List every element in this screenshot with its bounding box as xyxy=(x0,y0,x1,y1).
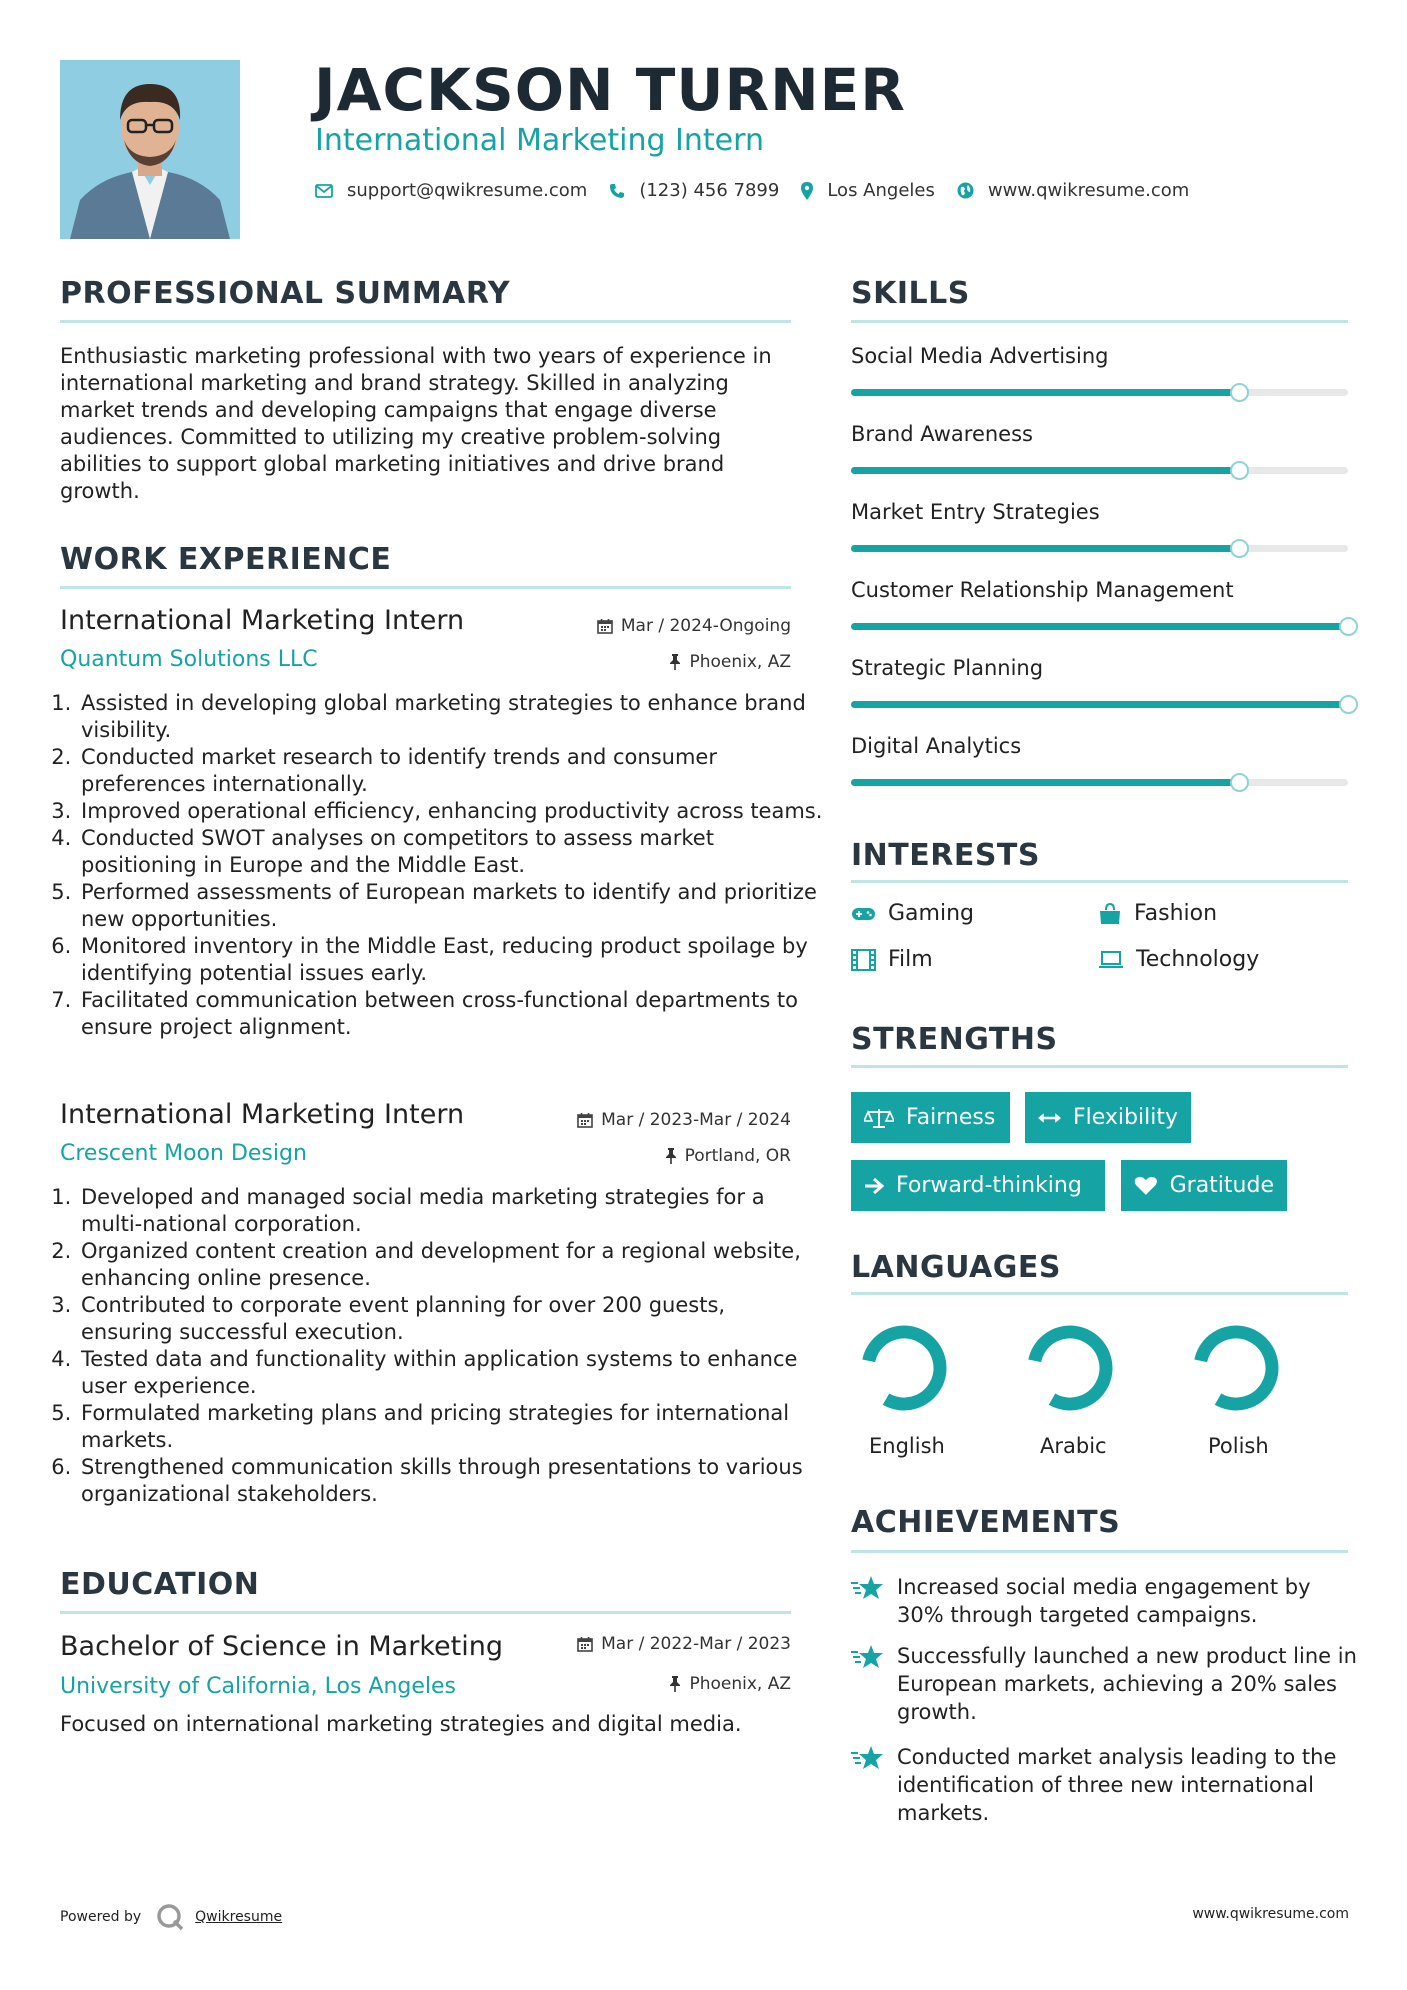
list-item: 1. Assisted in developing global marketing strategies to enhance brand visibility. xyxy=(78,690,823,744)
qwikresume-logo-icon xyxy=(155,1902,185,1932)
achievement-text: Conducted market analysis leading to the identification of three new international markets. xyxy=(897,1745,1337,1825)
calendar-icon xyxy=(577,1112,593,1128)
skill-bar xyxy=(851,779,1348,786)
language-name: Polish xyxy=(1208,1434,1269,1458)
language-name: Arabic xyxy=(1040,1434,1107,1458)
languages-heading: LANGUAGES xyxy=(851,1250,1061,1285)
calendar-icon xyxy=(597,618,613,634)
candidate-name: JACKSON TURNER xyxy=(314,56,906,124)
achievement-item xyxy=(851,1573,1361,1629)
job-dates xyxy=(597,616,791,636)
skill-bar-fill xyxy=(851,389,1239,396)
film-icon xyxy=(851,949,876,971)
contact-bar xyxy=(315,180,1211,201)
balance-scale-icon xyxy=(864,1107,894,1129)
interest-label: Technology xyxy=(1136,947,1260,972)
job-location xyxy=(665,1146,791,1166)
avatar xyxy=(60,60,240,239)
language-gauge xyxy=(854,1318,954,1418)
job-location-text: Phoenix, AZ xyxy=(689,652,791,672)
education-location xyxy=(669,1674,791,1694)
interests-heading: INTERESTS xyxy=(851,838,1040,873)
job-title: International Marketing Intern xyxy=(60,1099,465,1130)
interests-divider xyxy=(851,880,1348,883)
skill-bar-knob xyxy=(1339,617,1358,636)
calendar-icon xyxy=(577,1636,593,1652)
school-name: University of California, Los Angeles xyxy=(60,1674,457,1699)
arrow-right-icon xyxy=(864,1177,884,1195)
arrows-horizontal-icon xyxy=(1038,1111,1061,1125)
interest-item xyxy=(1098,901,1217,926)
gamepad-icon xyxy=(851,906,876,922)
list-item: 6. Monitored inventory in the Middle East, reducing product spoilage by identifying potential issues early. xyxy=(78,933,823,987)
location-text: Los Angeles xyxy=(827,180,935,201)
language-gauge xyxy=(1186,1318,1286,1418)
list-item: 6. Strengthened communication skills through presentations to various organizational stakeholders. xyxy=(78,1454,823,1508)
list-item: 1. Developed and managed social media marketing strategies for a multi-national corporation. xyxy=(78,1184,823,1238)
pushpin-icon xyxy=(669,1676,681,1692)
contact-email[interactable] xyxy=(315,180,587,201)
skills-heading: SKILLS xyxy=(851,276,970,311)
job-dates-text: Mar / 2024-Ongoing xyxy=(620,616,791,636)
skill-name: Brand Awareness xyxy=(851,422,1033,446)
qwikresume-link[interactable]: Qwikresume xyxy=(195,1909,283,1925)
skill-bar xyxy=(851,467,1348,474)
education-heading: EDUCATION xyxy=(60,1567,260,1602)
education-description: Focused on international marketing strategies and digital media. xyxy=(60,1712,742,1736)
job-location-text: Portland, OR xyxy=(684,1146,791,1166)
degree-title: Bachelor of Science in Marketing xyxy=(60,1631,503,1662)
strength-tag xyxy=(1121,1160,1287,1211)
list-item: 2. Organized content creation and development for a regional website, enhancing online presence. xyxy=(78,1238,823,1292)
list-item: 7. Facilitated communication between cross-functional departments to ensure project alignment. xyxy=(78,987,823,1041)
job-bullets xyxy=(53,690,823,1041)
summary-heading: PROFESSIONAL SUMMARY xyxy=(60,276,511,311)
list-item: 3. Improved operational efficiency, enhancing productivity across teams. xyxy=(78,798,823,825)
skill-bar-knob xyxy=(1339,695,1358,714)
company-name: Crescent Moon Design xyxy=(60,1141,307,1166)
job-location xyxy=(669,652,791,672)
interest-item xyxy=(851,947,933,972)
interest-item xyxy=(851,901,974,926)
pushpin-icon xyxy=(665,1148,677,1164)
phone-icon xyxy=(609,183,625,199)
skill-bar xyxy=(851,545,1348,552)
list-item: 4. Conducted SWOT analyses on competitors to assess market positioning in Europe and the Middle East. xyxy=(78,825,823,879)
skills-divider xyxy=(851,320,1348,323)
list-item: 4. Tested data and functionality within application systems to enhance user experience. xyxy=(78,1346,823,1400)
strength-label: Forward-thinking xyxy=(896,1173,1082,1198)
contact-phone[interactable] xyxy=(609,180,779,201)
list-item: 3. Contributed to corporate event planning for over 200 guests, ensuring successful execution. xyxy=(78,1292,823,1346)
skill-bar-fill xyxy=(851,779,1239,786)
map-pin-icon xyxy=(801,182,813,200)
profile-photo xyxy=(60,60,240,239)
contact-location xyxy=(801,180,935,201)
strength-label: Gratitude xyxy=(1169,1173,1274,1198)
summary-text: Enthusiastic marketing professional with two years of experience in international marketing and brand strategy. Skilled in analyzing market trends and developing campaigns that engage diverse audiences. Committed to utilizing my creative problem-solving abilities to support global marketing initiatives and drive brand growth. xyxy=(60,344,772,503)
achievement-item xyxy=(851,1642,1361,1726)
gauge-arc xyxy=(855,1319,953,1417)
skill-name: Customer Relationship Management xyxy=(851,578,1234,602)
strengths-divider xyxy=(851,1065,1348,1068)
pushpin-icon xyxy=(669,654,681,670)
experience-divider xyxy=(60,586,791,589)
skill-name: Social Media Advertising xyxy=(851,344,1109,368)
interest-label: Gaming xyxy=(888,901,974,926)
laptop-icon xyxy=(1098,950,1124,970)
list-item: 2. Conducted market research to identify trends and consumer preferences internationally. xyxy=(78,744,823,798)
gauge-arc xyxy=(1187,1319,1285,1417)
summary-divider xyxy=(60,320,791,323)
education-dates-text: Mar / 2022-Mar / 2023 xyxy=(601,1634,791,1654)
skill-bar-knob xyxy=(1230,383,1249,402)
education-dates xyxy=(577,1634,791,1654)
language-name: English xyxy=(869,1434,945,1458)
skill-name: Strategic Planning xyxy=(851,656,1044,680)
achievement-text: Increased social media engagement by 30% through targeted campaigns. xyxy=(897,1575,1311,1627)
star-badge-icon xyxy=(851,1643,885,1671)
strengths-heading: STRENGTHS xyxy=(851,1022,1058,1057)
strength-tag xyxy=(851,1160,1105,1211)
strength-label: Fairness xyxy=(906,1105,996,1130)
skill-bar-knob xyxy=(1230,539,1249,558)
candidate-title: International Marketing Intern xyxy=(315,123,764,158)
interest-label: Film xyxy=(888,947,933,972)
achievements-heading: ACHIEVEMENTS xyxy=(851,1505,1121,1540)
skill-bar-knob xyxy=(1230,773,1249,792)
skill-bar xyxy=(851,623,1348,630)
language-gauge xyxy=(1020,1318,1120,1418)
achievement-text: Successfully launched a new product line in European markets, achieving a 20% sales growth. xyxy=(897,1644,1357,1724)
company-name: Quantum Solutions LLC xyxy=(60,647,318,672)
interest-item xyxy=(1098,947,1259,972)
skill-bar-fill xyxy=(851,545,1239,552)
job-dates-text: Mar / 2023-Mar / 2024 xyxy=(601,1110,791,1130)
interest-label: Fashion xyxy=(1134,901,1218,926)
website-text: www.qwikresume.com xyxy=(987,180,1190,201)
achievement-item xyxy=(851,1743,1361,1827)
list-item: 5. Formulated marketing plans and pricing strategies for international markets. xyxy=(78,1400,823,1454)
envelope-icon xyxy=(315,184,333,198)
contact-website[interactable] xyxy=(957,180,1189,201)
shopping-bag-icon xyxy=(1098,903,1122,925)
skill-bar xyxy=(851,389,1348,396)
experience-heading: WORK EXPERIENCE xyxy=(60,542,392,577)
job-title: International Marketing Intern xyxy=(60,605,465,636)
heart-icon xyxy=(1134,1176,1158,1196)
job-dates xyxy=(577,1110,791,1130)
star-badge-icon xyxy=(851,1574,885,1602)
strength-tag xyxy=(851,1092,1010,1143)
skill-name: Market Entry Strategies xyxy=(851,500,1100,524)
skill-bar-fill xyxy=(851,623,1348,630)
strength-label: Flexibility xyxy=(1073,1105,1178,1130)
email-text: support@qwikresume.com xyxy=(347,180,588,201)
education-divider xyxy=(60,1611,791,1614)
list-item: 5. Performed assessments of European markets to identify and prioritize new opportunities. xyxy=(78,879,823,933)
skill-bar xyxy=(851,701,1348,708)
phone-text: (123) 456 7899 xyxy=(639,180,780,201)
strength-tag xyxy=(1025,1092,1191,1143)
gauge-arc xyxy=(1021,1319,1119,1417)
skill-bar-knob xyxy=(1230,461,1249,480)
skill-bar-fill xyxy=(851,701,1348,708)
footer-powered-by xyxy=(60,1902,282,1932)
languages-divider xyxy=(851,1292,1348,1295)
powered-by-text: Powered by xyxy=(60,1909,142,1925)
globe-icon xyxy=(957,182,974,199)
skill-bar-fill xyxy=(851,467,1239,474)
skill-name: Digital Analytics xyxy=(851,734,1022,758)
achievements-divider xyxy=(851,1550,1348,1553)
star-badge-icon xyxy=(851,1744,885,1772)
education-location-text: Phoenix, AZ xyxy=(689,1674,791,1694)
job-bullets xyxy=(53,1184,823,1508)
footer-website[interactable]: www.qwikresume.com xyxy=(1192,1906,1349,1922)
